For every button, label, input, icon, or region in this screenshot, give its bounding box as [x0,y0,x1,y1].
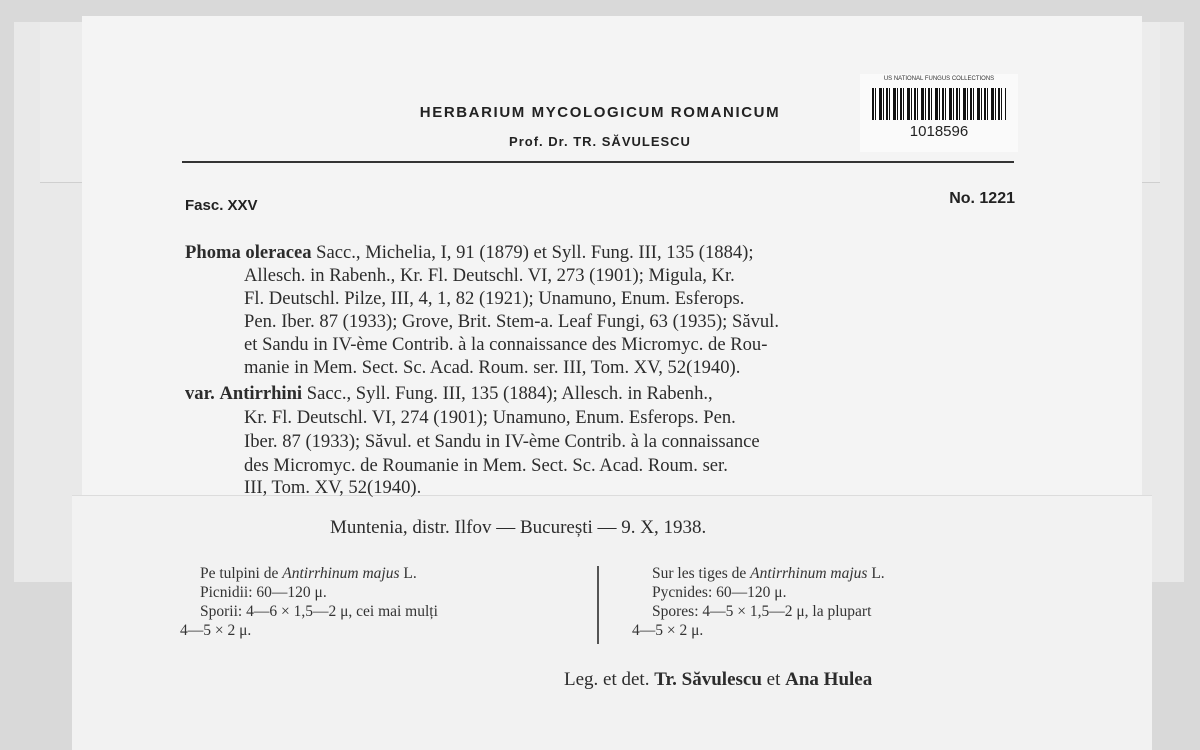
barcode-sticker [860,74,1018,152]
variety-prefix: var. [185,383,215,404]
host-species: Antirrhinum majus [750,565,868,582]
variety-line: Kr. Fl. Deutschl. VI, 274 (1901); Unamuno, Enum. Esferops. Pen. [244,407,736,428]
variety-name: Antirrhini [219,383,303,404]
french-host-line: Sur les tiges de Antirrhinum majus L. [652,565,885,582]
variety-line: III, Tom. XV, 52(1940). [244,477,422,498]
herbarium-title: HERBARIUM MYCOLOGICUM ROMANICUM [419,104,781,121]
french-pycnidia: Pycnides: 60—120 μ. [652,584,787,601]
specimen-number: No. 1221 [949,190,1015,207]
barcode-number: 1018596 [909,123,969,140]
fascicle-number: Fasc. XXV [185,197,258,214]
citation-line: Phoma oleracea Sacc., Michelia, I, 91 (1879) et Syll. Fung. III, 135 (1884); [185,242,754,263]
citation-line: Fl. Deutschl. Pilze, III, 4, 1, 82 (1921); Unamuno, Enum. Esferops. [244,288,745,309]
variety-line: des Micromyc. de Roumanie in Mem. Sect. Sc. Acad. Roum. ser. [244,455,728,476]
column-divider [597,566,599,644]
barcode-icon [872,88,1006,120]
host-species: Antirrhinum majus [282,565,400,582]
french-spores: Spores: 4—5 × 1,5—2 μ, la plupart [652,603,872,620]
citation-line: Allesch. in Rabenh., Kr. Fl. Deutschl. VI, 273 (1901); Migula, Kr. [244,265,735,286]
herbarium-director: Prof. Dr. TR. SĂVULESCU [509,134,691,149]
citation-line: et Sandu in IV-ème Contrib. à la connaissance des Micromyc. de Rou- [244,334,768,355]
header-rule [182,161,1014,163]
barcode-institution: US NATIONAL FUNGUS COLLECTIONS [883,76,995,82]
collector-name: Ana Hulea [785,669,873,690]
collector-line: Leg. et det. Tr. Săvulescu et Ana Hulea [564,669,873,690]
collector-name: Tr. Săvulescu [654,669,762,690]
french-spores-cont: 4—5 × 2 μ. [632,622,704,639]
variety-line: var. Antirrhini Sacc., Syll. Fung. III, 135 (1884); Allesch. in Rabenh., [185,383,713,404]
taxon-name: Phoma oleracea [185,242,312,263]
romanian-host-line: Pe tulpini de Antirrhinum majus L. [200,565,417,582]
romanian-pycnidia: Picnidii: 60—120 μ. [200,584,327,601]
citation-line: manie in Mem. Sect. Sc. Acad. Roum. ser. III, Tom. XV, 52(1940). [244,357,741,378]
romanian-spores: Sporii: 4—6 × 1,5—2 μ, cei mai mulți [200,603,438,620]
romanian-spores-cont: 4—5 × 2 μ. [180,622,252,639]
variety-line: Iber. 87 (1933); Săvul. et Sandu in IV-ème Contrib. à la connaissance [244,431,760,452]
collection-locality: Muntenia, distr. Ilfov — București — 9. X, 1938. [330,517,707,538]
citation-line: Pen. Iber. 87 (1933); Grove, Brit. Stem-a. Leaf Fungi, 63 (1935); Săvul. [244,311,779,332]
